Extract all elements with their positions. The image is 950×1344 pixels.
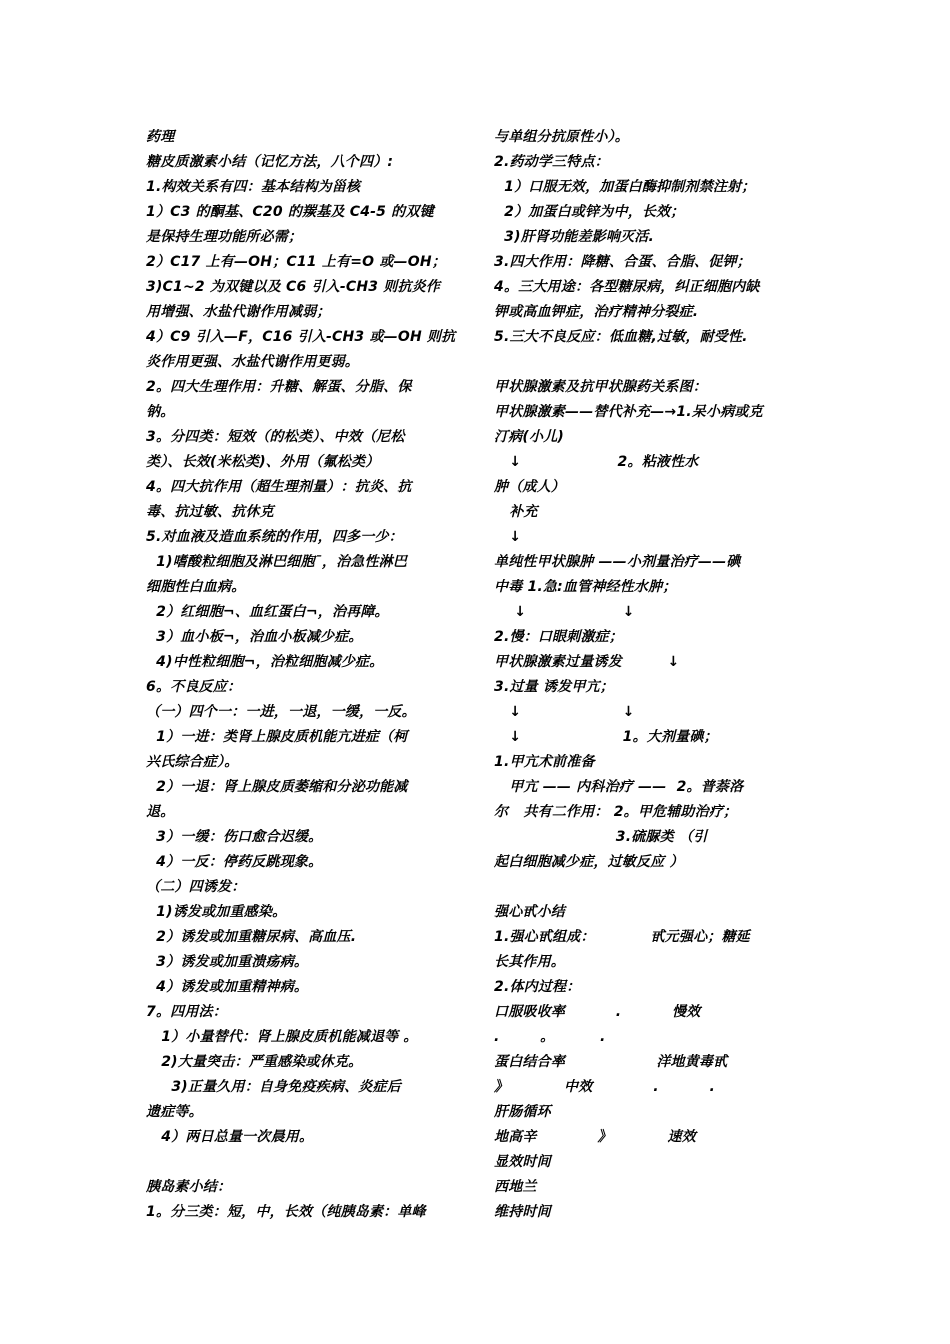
text-line: 1）一进：类肾上腺皮质机能亢进症（柯 bbox=[146, 729, 408, 745]
text-line: 2.体内过程： bbox=[494, 979, 581, 995]
text-line: 3)C1~2 为双键以及 C6 引入-CH3 则抗炎作 bbox=[146, 279, 441, 295]
text-line: 甲状腺激素——替代补充—→1.呆小病或克 bbox=[494, 404, 763, 420]
text-line: 退。 bbox=[146, 804, 175, 820]
text-line: 4）两日总量一次晨用。 bbox=[146, 1129, 314, 1145]
text-line: ↓ ↓ bbox=[494, 604, 635, 620]
text-line: . 。 . bbox=[494, 1029, 606, 1045]
text-line: 遗症等。 bbox=[146, 1104, 203, 1120]
text-line: 细胞性白血病。 bbox=[146, 579, 246, 595]
text-line: 炎作用更强、水盐代谢作用更弱。 bbox=[146, 354, 359, 370]
text-line: 单纯性甲状腺肿 ——小剂量治疗——碘 bbox=[494, 554, 741, 570]
text-line: 1)嗜酸粒细胞及淋巴细胞¯，治急性淋巴 bbox=[146, 554, 408, 570]
text-line: 与单组分抗原性小）。 bbox=[494, 129, 629, 145]
text-line: 3）诱发或加重溃疡病。 bbox=[146, 954, 309, 970]
text-line: 2.药动学三特点： bbox=[494, 154, 609, 170]
text-line: 3.四大作用：降糖、合蛋、合脂、促钾； bbox=[494, 254, 751, 270]
text-line: 糖皮质激素小结（记忆方法，八个四）: bbox=[146, 154, 394, 170]
text-line: （一）四个一：一进，一退，一缓，一反。 bbox=[146, 704, 416, 720]
text-line: 1）口服无效，加蛋白酶抑制剂禁注射； bbox=[494, 179, 756, 195]
text-line: ↓ bbox=[494, 529, 522, 545]
text-line: 2）加蛋白或锌为中，长效； bbox=[494, 204, 685, 220]
text-line: 补充 bbox=[494, 504, 538, 520]
text-line: 3)正量久用：自身免疫疾病、炎症后 bbox=[146, 1079, 401, 1095]
text-line: 1)诱发或加重感染。 bbox=[146, 904, 287, 920]
text-line: 4。四大抗作用（超生理剂量）：抗炎、抗 bbox=[146, 479, 412, 495]
text-line: 1.强心甙组成： 甙元强心；糖延 bbox=[494, 929, 750, 945]
text-line: 2。四大生理作用：升糖、解蛋、分脂、保 bbox=[146, 379, 412, 395]
text-line: 甲状腺激素及抗甲状腺药关系图： bbox=[494, 379, 707, 395]
text-line bbox=[494, 350, 812, 375]
text-line: 类）、长效(米松类)、外用（氟松类） bbox=[146, 454, 380, 470]
text-line: 2)大量突击：严重感染或休克。 bbox=[146, 1054, 363, 1070]
text-line: 4。三大用途：各型糖尿病，纠正细胞内缺 bbox=[494, 279, 760, 295]
text-line: 4）C9 引入—F，C16 引入-CH3 或—OH 则抗 bbox=[146, 329, 456, 345]
text-line: 汀病(小儿) bbox=[494, 429, 564, 445]
text-line: 肿（成人） bbox=[494, 479, 565, 495]
text-line: 中毒 1.急:血管神经性水肿； bbox=[494, 579, 677, 595]
text-line: 用增强、水盐代谢作用减弱； bbox=[146, 304, 331, 320]
text-line: 1.构效关系有四：基本结构为甾核 bbox=[146, 179, 361, 195]
text-line: 5.对血液及造血系统的作用，四多一少： bbox=[146, 529, 403, 545]
text-line: 钠。 bbox=[146, 404, 175, 420]
text-line: 7。四用法： bbox=[146, 1004, 227, 1020]
text-line: 4）一反：停药反跳现象。 bbox=[146, 854, 323, 870]
text-line: 起白细胞减少症，过敏反应 ） bbox=[494, 854, 684, 870]
text-line: 甲亢 —— 内科治疗 —— 2。普萘洛 bbox=[494, 779, 744, 795]
text-line: 尔 共有二作用： 2。甲危辅助治疗； bbox=[494, 804, 738, 820]
text-line: 2）一退：肾上腺皮质萎缩和分泌功能减 bbox=[146, 779, 408, 795]
text-line: 3）血小板¬，治血小板减少症。 bbox=[146, 629, 363, 645]
text-line bbox=[494, 875, 812, 900]
text-line: 维持时间 bbox=[494, 1204, 551, 1220]
text-line: 1）小量替代：肾上腺皮质机能减退等 。 bbox=[146, 1029, 418, 1045]
text-line: 4）诱发或加重精神病。 bbox=[146, 979, 309, 995]
text-line: 毒、抗过敏、抗休克 bbox=[146, 504, 274, 520]
text-line: 3。分四类：短效（的松类）、中效（尼松 bbox=[146, 429, 405, 445]
text-line: 口服吸收率 . 慢效 bbox=[494, 1004, 701, 1020]
text-line: 甲状腺激素过量诱发 ↓ bbox=[494, 654, 680, 670]
left-column bbox=[146, 125, 464, 1225]
text-line: 3.过量 诱发甲亢； bbox=[494, 679, 614, 695]
text-line: 显效时间 bbox=[494, 1154, 551, 1170]
text-line: 6。不良反应： bbox=[146, 679, 242, 695]
text-line: 》 中效 . . bbox=[494, 1079, 716, 1095]
text-line: 2）红细胞¬、血红蛋白¬，治再障。 bbox=[146, 604, 389, 620]
text-line: 2）C17 上有—OH；C11 上有=O 或—OH； bbox=[146, 254, 446, 270]
text-line: 药理 bbox=[146, 129, 175, 145]
text-line: 3)肝肾功能差影响灭活. bbox=[494, 229, 655, 245]
text-line: 蛋白结合率 洋地黄毒甙 bbox=[494, 1054, 728, 1070]
right-column bbox=[494, 125, 812, 1225]
text-line: 强心甙小结 bbox=[494, 904, 565, 920]
text-line: 肝肠循环 bbox=[494, 1104, 551, 1120]
text-line: 2.慢：口眼刺激症； bbox=[494, 629, 624, 645]
text-line: 胰岛素小结： bbox=[146, 1179, 232, 1195]
text-line: 是保持生理功能所必需； bbox=[146, 229, 303, 245]
text-line: 西地兰 bbox=[494, 1179, 537, 1195]
text-line: 5.三大不良反应：低血糖,过敏，耐受性. bbox=[494, 329, 748, 345]
text-line: 钾或高血钾症，治疗精神分裂症. bbox=[494, 304, 699, 320]
text-line: ↓ 2。粘液性水 bbox=[494, 454, 699, 470]
text-line: 地高辛 》 速效 bbox=[494, 1129, 696, 1145]
text-line: 4)中性粒细胞¬，治粒细胞减少症。 bbox=[146, 654, 384, 670]
text-line: 1）C3 的酮基、C20 的羰基及 C4-5 的双键 bbox=[146, 204, 434, 220]
text-line: 兴氏综合症）。 bbox=[146, 754, 239, 770]
text-line: 2）诱发或加重糖尿病、高血压. bbox=[146, 929, 357, 945]
text-line: 长其作用。 bbox=[494, 954, 565, 970]
text-line: 1.甲亢术前准备 bbox=[494, 754, 595, 770]
text-line: （二）四诱发： bbox=[146, 879, 246, 895]
text-line bbox=[146, 1150, 464, 1175]
text-line: ↓ ↓ bbox=[494, 704, 635, 720]
text-line: 1。分三类：短，中，长效（纯胰岛素：单峰 bbox=[146, 1204, 426, 1220]
text-line: ↓ 1。大剂量碘； bbox=[494, 729, 718, 745]
text-line: 3.硫脲类 （引 bbox=[494, 829, 708, 845]
text-line: 3）一缓：伤口愈合迟缓。 bbox=[146, 829, 323, 845]
